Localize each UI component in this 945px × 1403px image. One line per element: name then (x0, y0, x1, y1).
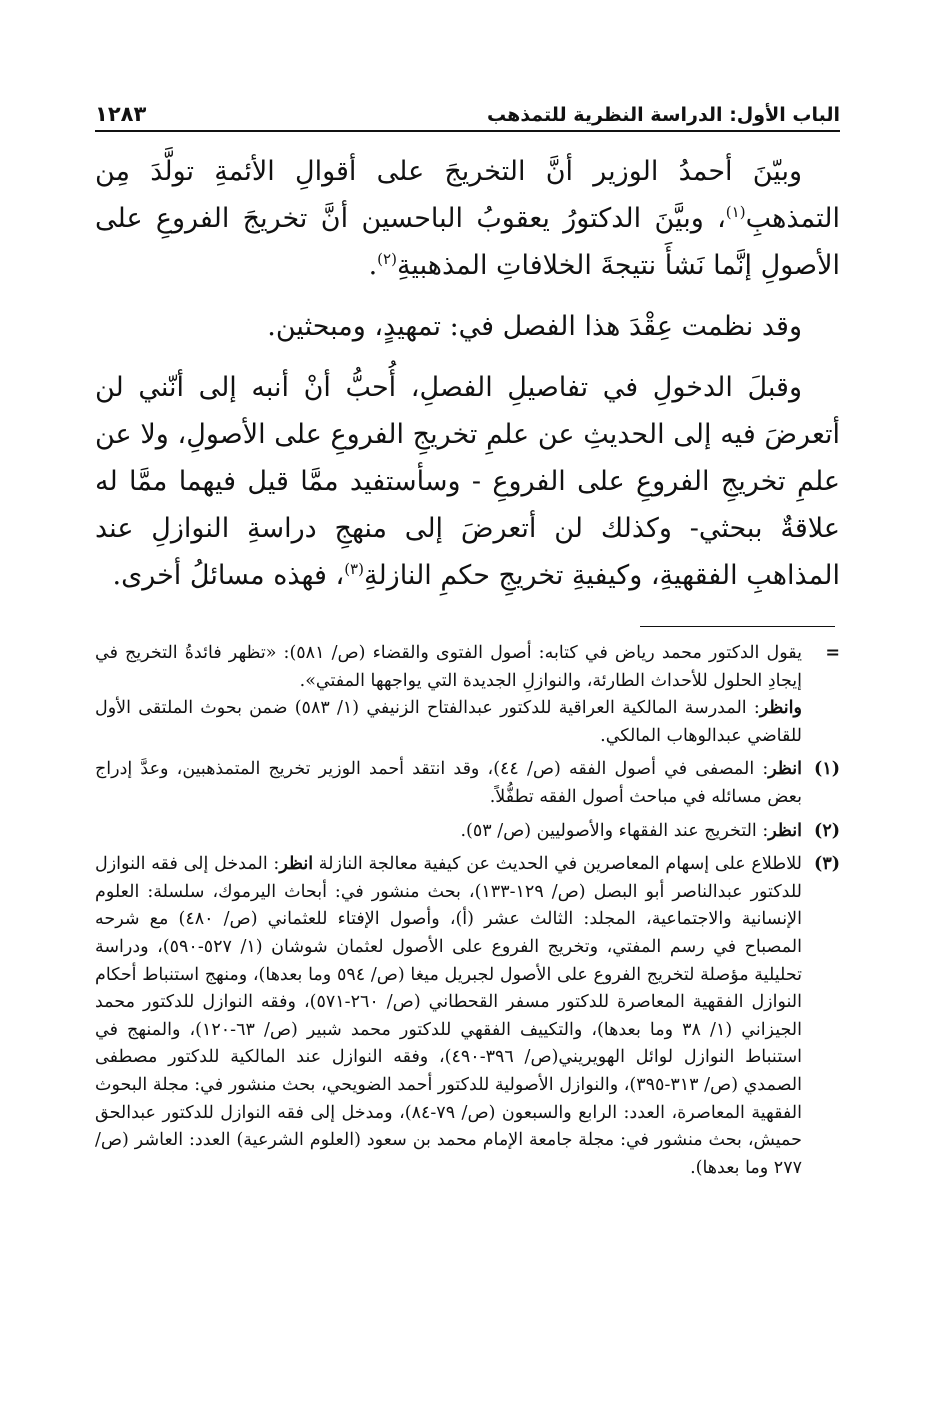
footnote-2-body: : التخريج عند الفقهاء والأصوليين (ص/ ٥٣). (460, 820, 769, 841)
footnote-3 (95, 851, 840, 1182)
page-number: ١٢٨٣ (95, 102, 147, 126)
paragraph-3-text-b: ، فهذه مسائلُ أخرى. (112, 560, 345, 591)
footnote-continued-text (95, 640, 802, 750)
footnote-continued-mark: = (825, 643, 840, 663)
footnote-continued-text-b: : المدرسة المالكية العراقية للدكتور عبدالفتاح الزنيفي (١/ ٥٨٣) ضمن بحوث الملتقى الأول للقاضي عبدالوهاب المالكي. (95, 698, 802, 746)
footnote-3-body-b: : المدخل إلى فقه النوازل للدكتور عبدالناصر أبو البصل (ص/ ١٢٩-١٣٣)، بحث منشور في: أبحاث اليرموك، سلسلة: العلوم الإنسانية والاجتماعية، المجلد: الثالث عشر (أ)، وأصول الإفتاء للعثماني (ص/ ٤٨٠) مع شرحه المصباح في رسم المفتي، وتخريج الفروع على الأصول لعثمان شوشان (١/ ٥٢٧-٥٩٠)، ودراسة تحليلية مؤصلة لتخريج الفروع على الأصول لجبريل ميغا (ص/ ٥٩٤ وما بعدها)، ومنهج استنباط أحكام النوازل الفقهية المعاصرة للدكتور مسفر القحطاني (ص/ ٢٦٠-٥٧١)، وفقه النوازل للدكتور محمد الجيزاني (١/ ٣٨ وما بعدها)، والتكييف الفقهي للدكتور محمد شبير (ص/ ٦٣-١٢٠)، والمنهج في استنباط النوازل لوائل الهويريني(ص/ ٣٩٦-٤٩٠)، وفقه النوازل عند المالكية للدكتور مصطفى الصمدي (ص/ ٣١٣-٣٩٥)، والنوازل الأصولية للدكتور أحمد الضويحي، بحث منشور في: مجلة البحوث الفقهية المعاصرة، العدد: الرابع والسبعون (ص/ ٧٩-٨٤)، ومدخل إلى فقه النوازل للدكتور عبدالحق حميش، بحث منشور في: مجلة جامعة الإمام محمد بن سعود (العلوم الشرعية) العدد: العاشر (ص/ ٢٧٧ وما بعدها). (95, 854, 803, 1178)
footnote-ref-3[interactable]: (٣) (344, 560, 364, 578)
footnote-3-keyword: انظر (279, 854, 314, 875)
running-title: الباب الأول: الدراسة النظرية للتمذهب (487, 104, 840, 126)
main-text (95, 148, 840, 613)
footnote-3-text (95, 851, 802, 1182)
paragraph-1-text-b: ، وبيَّنَ الدكتورُ يعقوبُ الباحسين أنَّ تخريجَ الفروعِ على الأصولِ إنَّما نَشأَ نتيجةَ الخلافاتِ المذهبيةِ (95, 203, 840, 281)
paragraph-2: وقد نظمت عِقْدَ هذا الفصل في: تمهيدٍ، ومبحثين. (267, 311, 802, 342)
footnote-3-body-a: للاطلاع على إسهام المعاصرين في الحديث عن كيفية معالجة النازلة (313, 854, 803, 875)
footnote-ref-1[interactable]: (١) (725, 203, 746, 221)
footnote-3-mark: (٣) (814, 854, 840, 875)
footnote-separator (640, 626, 835, 627)
paragraph-3-text-a: وقبلَ الدخولِ في تفاصيلِ الفصلِ، أُحبُّ أنْ أنبه إلى أنّني لن أتعرضَ فيه إلى الحديثِ عن علمِ تخريجِ الفروعِ على الأصولِ، ولا عن علمِ تخريجِ الفروعِ على الفروعِ - وسأستفيد ممَّا قيل فيهما ممَّا له علاقةٌ ببحثي- وكذلك لن أتعرضَ إلى منهجِ دراسةِ النوازلِ عند المذاهبِ الفقهيةِ، وكيفيةِ تخريجِ حكمِ النازلةِ (95, 372, 840, 591)
footnote-2-keyword: انظر (768, 820, 802, 841)
footnote-2-mark: (٢) (814, 820, 840, 841)
footnote-continued-keyword: وانظر (759, 698, 802, 719)
footnote-1 (95, 756, 840, 811)
running-header (95, 98, 840, 132)
footnote-1-keyword: انظر (768, 759, 802, 780)
footnote-1-mark: (١) (814, 759, 840, 780)
footnote-1-body: : المصفى في أصول الفقه (ص/ ٤٤)، وقد انتقد أحمد الوزير تخريج المتمذهبين، وعدَّ إدراج بعض مسائله في مباحث أصول الفقه تطفُّلاً. (95, 759, 802, 807)
footnote-1-text (95, 756, 802, 811)
paragraph-1 (95, 148, 840, 289)
footnote-continued-text-a: يقول الدكتور محمد رياض في كتابه: أصول الفتوى والقضاء (ص/ ٥٨١): «تظهر فائدةُ التخريج في إيجادِ الحلول للأحداث الطارئة، والنوازلِ الجديدة التي يواجهها المفتي». (95, 643, 802, 691)
paragraph-1-text-c: . (368, 250, 378, 281)
footnote-continued (95, 640, 840, 750)
paragraph-3 (95, 364, 840, 599)
paragraph-1-text-a: وبيّنَ أحمدُ الوزير أنَّ التخريجَ على أقوالِ الأئمةِ تولَّدَ مِن التمذهبِ (95, 156, 840, 234)
footnote-ref-2[interactable]: (٢) (377, 250, 397, 268)
footnote-2 (95, 818, 840, 846)
footnotes (95, 640, 840, 1188)
footnote-2-text (95, 818, 802, 846)
